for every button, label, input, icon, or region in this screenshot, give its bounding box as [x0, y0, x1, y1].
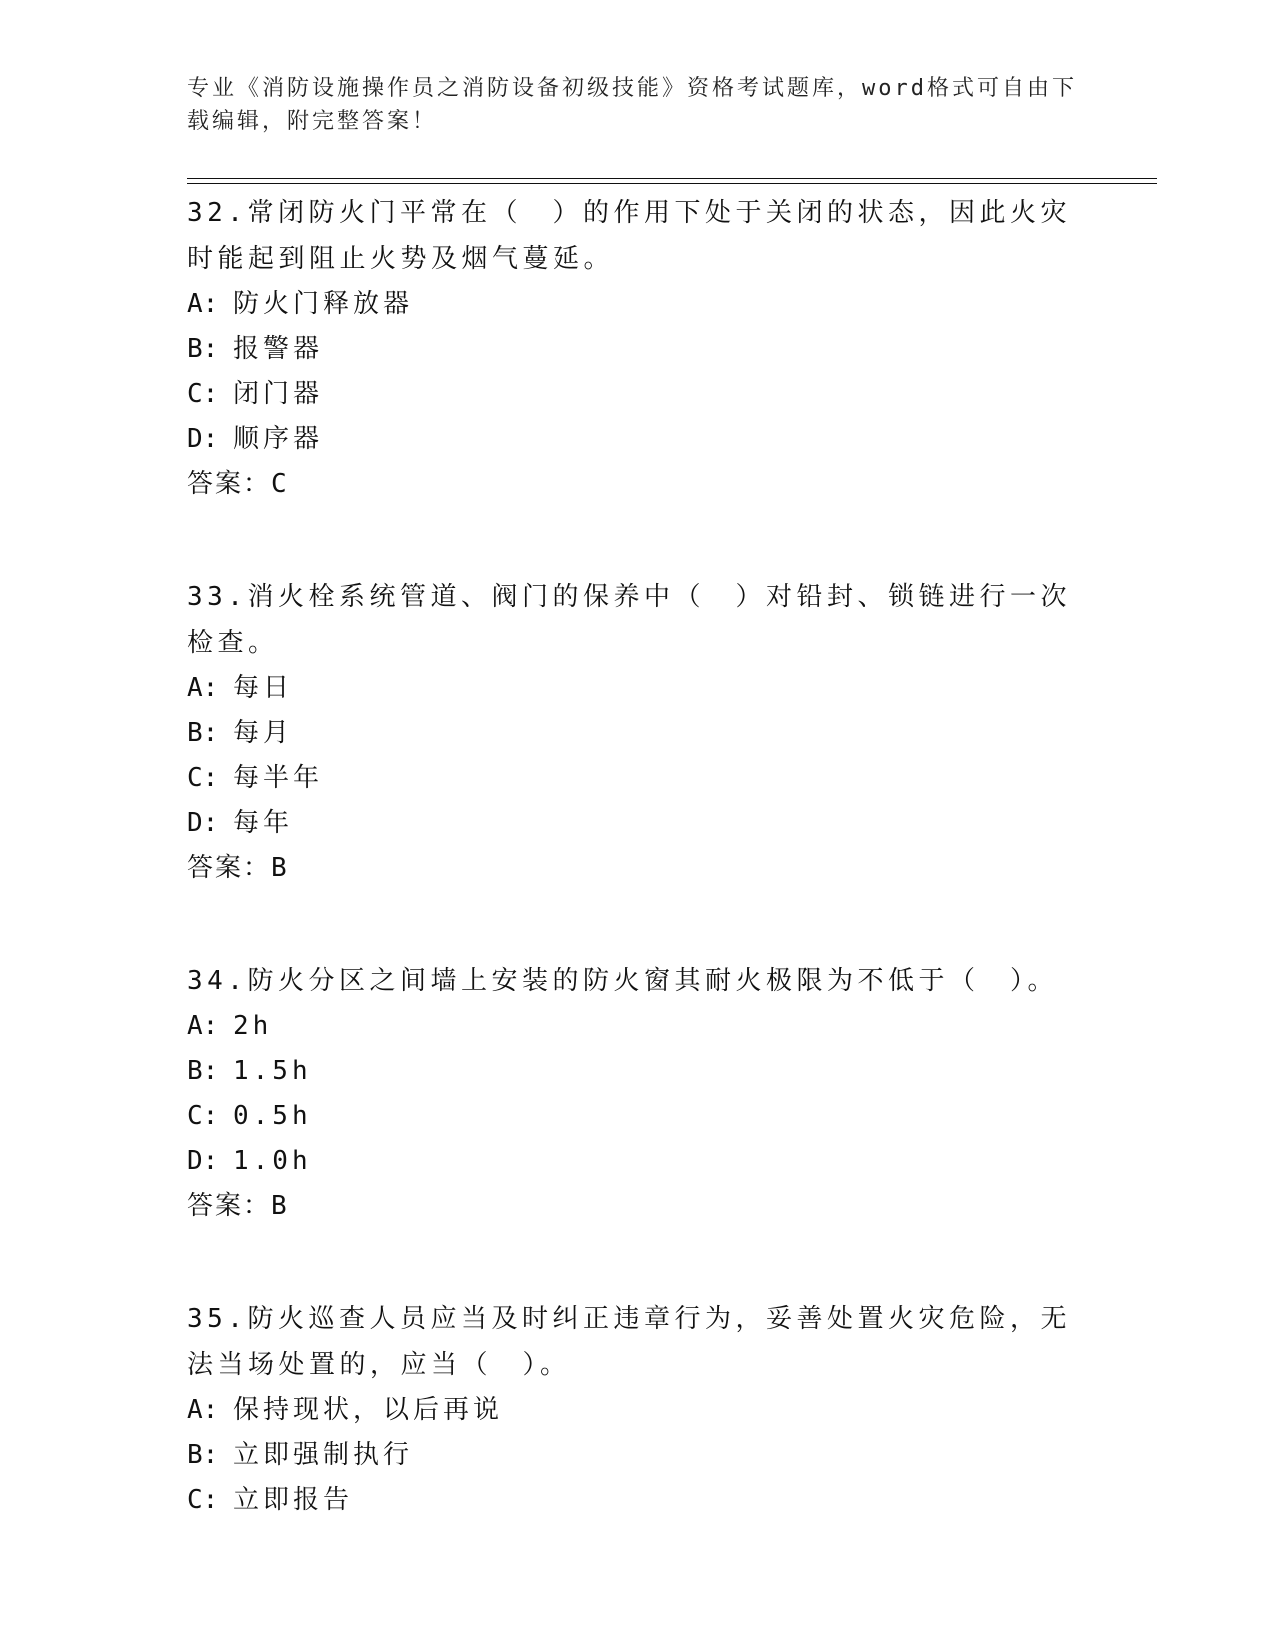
option-a	[187, 1004, 1087, 1049]
option-text: 1.5h	[233, 1056, 312, 1086]
option-key: A:	[187, 289, 219, 319]
option-key: B:	[187, 334, 219, 364]
question-32	[187, 190, 1087, 507]
option-text: 报警器	[233, 334, 324, 364]
option-text: 防火门释放器	[233, 289, 414, 319]
question-34	[187, 958, 1087, 1229]
option-key: A:	[187, 1011, 219, 1041]
option-key: D:	[187, 808, 219, 838]
answer-label: 答案：	[187, 853, 272, 883]
header-divider-top	[187, 178, 1157, 179]
option-key: D:	[187, 1146, 219, 1176]
header-divider-bottom	[187, 183, 1157, 184]
answer-value: B	[271, 853, 288, 883]
option-a	[187, 282, 1087, 327]
option-key: C:	[187, 1485, 219, 1515]
answer-line	[187, 1184, 1087, 1229]
answer-value: C	[271, 469, 288, 499]
question-35	[187, 1296, 1087, 1523]
option-b	[187, 711, 1087, 756]
option-text: 每半年	[233, 763, 324, 793]
option-text: 顺序器	[233, 424, 324, 454]
option-d	[187, 417, 1087, 462]
option-d	[187, 1139, 1087, 1184]
document-header: 专业《消防设施操作员之消防设备初级技能》资格考试题库，word格式可自由下载编辑，附完整答案！	[187, 76, 1077, 134]
option-c	[187, 372, 1087, 417]
option-a	[187, 1388, 1087, 1433]
question-stem: 34.防火分区之间墙上安装的防火窗其耐火极限为不低于（ ）。	[187, 966, 1058, 996]
answer-value: B	[271, 1191, 288, 1221]
option-key: A:	[187, 1395, 219, 1425]
option-text: 保持现状，以后再说	[233, 1395, 504, 1425]
option-a	[187, 666, 1087, 711]
question-33	[187, 574, 1087, 891]
option-b	[187, 1433, 1087, 1478]
option-c	[187, 1478, 1087, 1523]
option-text: 立即报告	[233, 1485, 354, 1515]
answer-line	[187, 462, 1087, 507]
option-text: 每年	[233, 808, 294, 838]
option-text: 立即强制执行	[233, 1440, 414, 1470]
option-b	[187, 327, 1087, 372]
option-text: 每月	[233, 718, 294, 748]
answer-line	[187, 846, 1087, 891]
question-stem: 32.常闭防火门平常在（ ）的作用下处于关闭的状态，因此火灾时能起到阻止火势及烟气蔓延。	[187, 198, 1071, 274]
option-key: A:	[187, 673, 219, 703]
option-c	[187, 756, 1087, 801]
question-stem: 35.防火巡查人员应当及时纠正违章行为，妥善处置火灾危险，无法当场处置的，应当（ ）。	[187, 1304, 1071, 1380]
answer-label: 答案：	[187, 1191, 272, 1221]
option-text: 1.0h	[233, 1146, 312, 1176]
option-d	[187, 801, 1087, 846]
option-key: C:	[187, 1101, 219, 1131]
option-text: 0.5h	[233, 1101, 312, 1131]
option-b	[187, 1049, 1087, 1094]
option-text: 闭门器	[233, 379, 324, 409]
option-text: 每日	[233, 673, 294, 703]
option-key: B:	[187, 1056, 219, 1086]
option-key: B:	[187, 718, 219, 748]
option-key: C:	[187, 763, 219, 793]
answer-label: 答案：	[187, 469, 272, 499]
question-stem: 33.消火栓系统管道、阀门的保养中（ ）对铅封、锁链进行一次检查。	[187, 582, 1071, 658]
option-key: C:	[187, 379, 219, 409]
option-key: D:	[187, 424, 219, 454]
option-c	[187, 1094, 1087, 1139]
option-key: B:	[187, 1440, 219, 1470]
option-text: 2h	[233, 1011, 273, 1041]
question-list	[187, 190, 1087, 1590]
